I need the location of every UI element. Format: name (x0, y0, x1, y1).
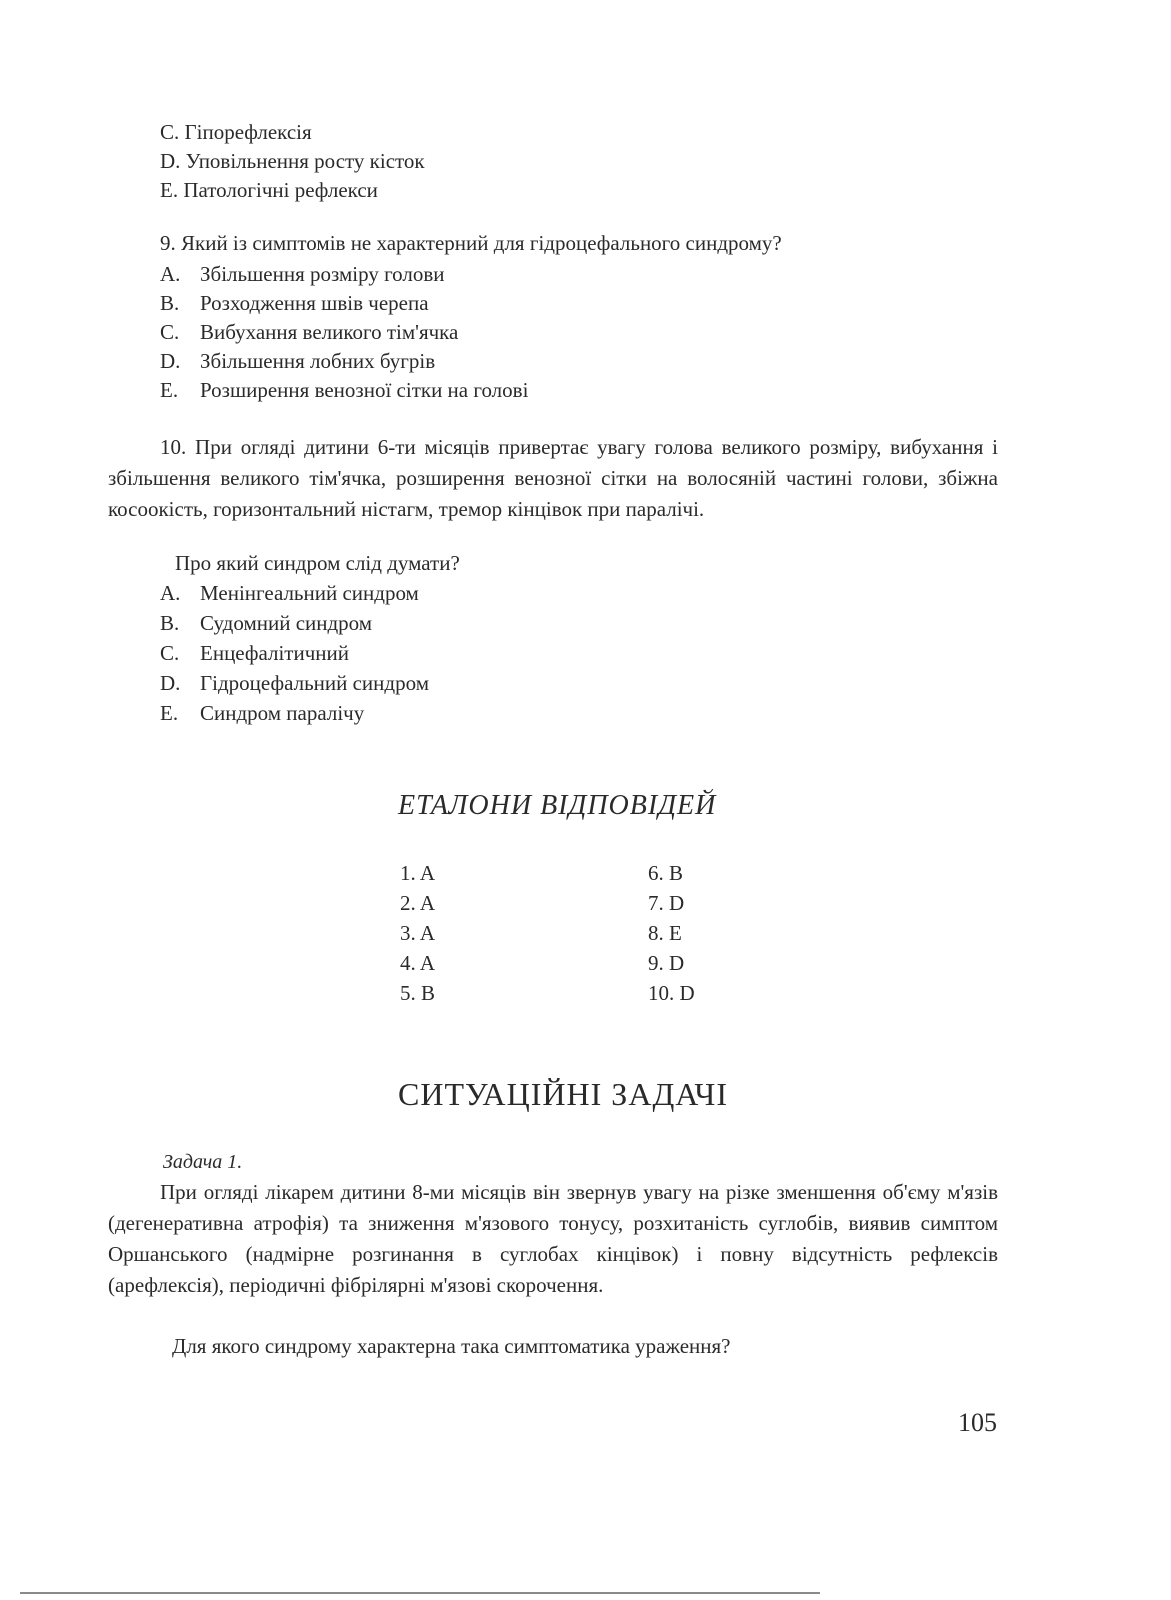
prev-option-c: C. Гіпорефлексія (160, 120, 312, 144)
q10-option-b (160, 613, 372, 634)
answer-left: 3. A (400, 921, 436, 945)
option-letter: C. (160, 320, 180, 344)
task-1-label: Задача 1. (163, 1151, 243, 1173)
answer-row (400, 978, 720, 1008)
q10-option-d (160, 673, 429, 694)
prev-option-e: E. Патологічні рефлекси (160, 178, 378, 202)
task-1-text (108, 1177, 998, 1301)
option-letter: C. (160, 641, 180, 665)
tasks-title: СИТУАЦІЙНІ ЗАДАЧІ (398, 1076, 728, 1112)
q9-option-e (160, 380, 528, 401)
option-text: Гідроцефальний синдром (200, 671, 429, 695)
answer-left: 2. A (400, 891, 436, 915)
option-letter: E. (160, 701, 179, 725)
answer-right: 9. D (648, 951, 685, 975)
page-number: 105 (958, 1408, 997, 1437)
option-letter: A. (160, 262, 181, 286)
option-text: Збільшення розміру голови (200, 262, 445, 286)
option-text: Енцефалітичний (200, 641, 349, 665)
question-10 (108, 432, 998, 525)
q9-option-c (160, 322, 458, 343)
answer-row (400, 888, 720, 918)
answers-title: ЕТАЛОНИ ВІДПОВІДЕЙ (398, 790, 717, 821)
q10-option-e (160, 703, 364, 724)
option-letter: D. (160, 671, 181, 695)
question-9: 9. Який із симптомів не характерний для гідроцефального синдрому? (160, 231, 782, 255)
option-text: Розходження швів черепа (200, 291, 429, 315)
question-10-text: 10. При огляді дитини 6-ти місяців привертає увагу голова великого розміру, вибухання і збільшення великого тім'ячка, розширення венозної сітки на волосяній частині голови, збіжна косоокість, горизонтальний ністагм, тремор кінцівок при паралічі. (108, 435, 998, 521)
q10-option-a (160, 583, 419, 604)
answer-left: 5. B (400, 981, 436, 1005)
option-text: Розширення венозної сітки на голові (200, 378, 529, 402)
answer-left: 1. A (400, 861, 436, 885)
answer-key (400, 858, 720, 1008)
option-letter: D. (160, 349, 181, 373)
answer-right: 10. D (648, 981, 695, 1005)
scan-edge-line (20, 1592, 820, 1594)
answer-right: 6. B (648, 861, 684, 885)
option-letter: E. (160, 378, 179, 402)
prev-option-d: D. Уповільнення росту кісток (160, 149, 425, 173)
option-letter: A. (160, 581, 181, 605)
answer-right: 7. D (648, 891, 685, 915)
answer-left: 4. A (400, 951, 436, 975)
task-1-body: При огляді лікарем дитини 8-ми місяців він звернув увагу на різке зменшення об'єму м'язів (дегенеративна атрофія) та зниження м'язового тонусу, розхитаність суглобів, виявив симптом Оршанського (надмірне розгинання в суглобах кінцівок) і повну відсутність рефлексів (арефлексія), періодичні фібрілярні м'язові скорочення. (108, 1180, 998, 1297)
option-text: Вибухання великого тім'ячка (200, 320, 459, 344)
answer-right: 8. E (648, 921, 682, 945)
answer-row (400, 918, 720, 948)
q9-option-b (160, 293, 429, 314)
question-10-prompt: Про який синдром слід думати? (175, 551, 460, 575)
option-letter: B. (160, 611, 180, 635)
q10-option-c (160, 643, 349, 664)
answer-row (400, 858, 720, 888)
option-letter: B. (160, 291, 180, 315)
option-text: Менінгеальний синдром (200, 581, 419, 605)
answer-row (400, 948, 720, 978)
option-text: Збільшення лобних бугрів (200, 349, 436, 373)
task-1-question: Для якого синдрому характерна така симптоматика ураження? (172, 1334, 731, 1358)
q9-option-d (160, 351, 435, 372)
q9-option-a (160, 264, 445, 285)
option-text: Синдром паралічу (200, 701, 365, 725)
option-text: Судомний синдром (200, 611, 373, 635)
